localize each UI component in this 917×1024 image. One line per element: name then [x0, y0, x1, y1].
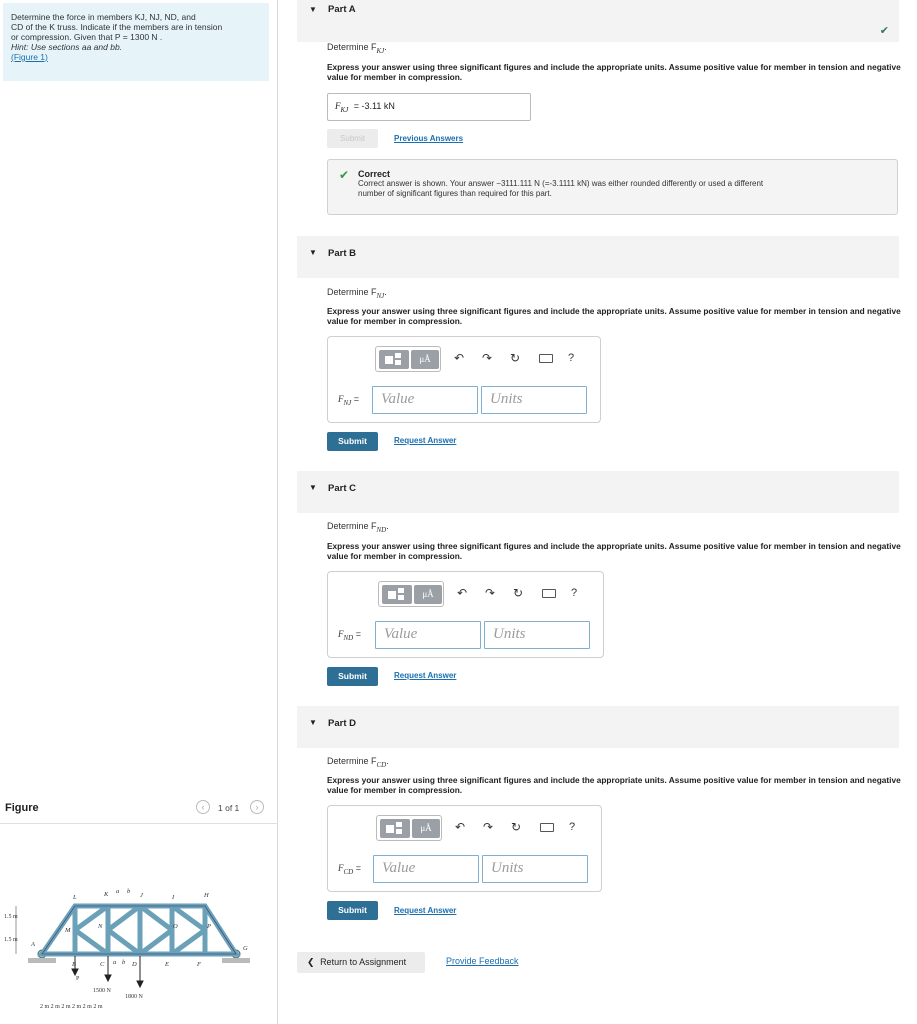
problem-hint: Hint: Use sections aa and bb.	[11, 42, 123, 52]
fnj-input-label: $F_{NJ}$ =	[338, 394, 360, 407]
correct-title: Correct	[358, 169, 391, 179]
svg-text:b: b	[127, 888, 131, 895]
problem-line3: or compression. Given that P = 1300 N .	[11, 32, 163, 42]
k-truss-figure	[0, 880, 270, 1012]
dim-bottom-label: 1.5 m	[4, 937, 18, 943]
svg-text:a: a	[113, 959, 117, 966]
span-labels: 2 m 2 m 2 m 2 m 2 m 2 m	[40, 1004, 103, 1010]
value-input[interactable]: Value	[375, 621, 481, 649]
svg-text:F: F	[197, 961, 201, 968]
right-panel	[279, 0, 917, 1024]
part-c-prompt: Determine $F_{ND}$.	[327, 521, 389, 534]
correct-text-1: Correct answer is shown. Your answer −3111.111 N (=-3.1111 kN) was either rounded differently or used a different	[358, 179, 764, 188]
keyboard-icon[interactable]	[540, 823, 554, 832]
editor-toolbar	[376, 815, 586, 841]
part-b-request-answer-link[interactable]: Request Answer	[394, 436, 457, 445]
figure-pager: 1 of 1	[218, 803, 240, 813]
undo-icon[interactable]: ↶	[454, 351, 465, 365]
previous-answers-link[interactable]: Previous Answers	[394, 134, 464, 143]
part-b-answer-editor	[327, 336, 601, 423]
part-c-instructions: Express your answer using three significant figures and include the appropriate units. Assume positive value for member in tension and negative value for member in compression.	[327, 541, 901, 561]
part-d-request-answer-link[interactable]: Request Answer	[394, 906, 457, 915]
svg-text:P: P	[207, 923, 211, 930]
units-symbol-button[interactable]: μÅ	[412, 819, 440, 838]
svg-text:C: C	[100, 961, 105, 968]
help-icon[interactable]: ?	[568, 352, 575, 364]
svg-text:B: B	[72, 961, 76, 968]
part-a-submit-button: Submit	[327, 129, 378, 148]
value-input[interactable]: Value	[373, 855, 479, 883]
svg-text:M: M	[65, 927, 71, 934]
collapse-triangle-icon[interactable]: ▼	[309, 248, 317, 257]
part-d-instructions: Express your answer using three significant figures and include the appropriate units. Assume positive value for member in tension and negative value for member in compression.	[327, 775, 901, 795]
svg-text:A: A	[31, 941, 35, 948]
part-b-submit-button[interactable]: Submit	[327, 432, 378, 451]
undo-icon[interactable]: ↶	[457, 586, 468, 600]
fnd-input-label: $F_{ND}$ =	[338, 629, 361, 642]
fcd-input-label: $F_{CD}$ =	[338, 863, 361, 876]
reset-icon[interactable]: ↻	[513, 586, 524, 600]
undo-icon[interactable]: ↶	[455, 820, 466, 834]
figure-title: Figure	[5, 802, 39, 814]
collapse-triangle-icon[interactable]: ▼	[309, 483, 317, 492]
redo-icon[interactable]: ↷	[485, 586, 496, 600]
svg-text:a: a	[116, 888, 120, 895]
part-d-answer-editor	[327, 805, 602, 892]
return-to-assignment-button[interactable]: ❮ Return to Assignment	[297, 952, 425, 973]
check-icon: ✔	[339, 168, 350, 182]
svg-text:I: I	[172, 894, 175, 901]
editor-toolbar	[378, 581, 588, 607]
templates-icon[interactable]	[380, 819, 410, 838]
part-a-instructions: Express your answer using three significant figures and include the appropriate units. Assume positive value for member in tension and negative value for member in compression.	[327, 62, 901, 82]
svg-text:L: L	[73, 894, 77, 901]
redo-icon[interactable]: ↷	[483, 820, 494, 834]
correct-feedback	[327, 159, 898, 215]
value-input[interactable]: Value	[372, 386, 478, 414]
units-input[interactable]: Units	[481, 386, 587, 414]
part-b-header[interactable]	[297, 236, 899, 278]
load-p-label: P	[76, 976, 80, 982]
part-b-prompt: Determine $F_{NJ}$.	[327, 287, 387, 300]
editor-toolbar	[375, 346, 585, 372]
provide-feedback-link[interactable]: Provide Feedback	[446, 956, 519, 966]
keyboard-icon[interactable]	[542, 589, 556, 598]
keyboard-icon[interactable]	[539, 354, 553, 363]
redo-icon[interactable]: ↷	[482, 351, 493, 365]
part-a-label: Part A	[328, 4, 356, 15]
help-icon[interactable]: ?	[571, 587, 578, 599]
part-d-header[interactable]	[297, 706, 899, 748]
part-c-submit-button[interactable]: Submit	[327, 667, 378, 686]
part-a-prompt: Determine $F_{KJ}$.	[327, 42, 387, 55]
part-b-label: Part B	[328, 248, 356, 259]
templates-icon[interactable]	[382, 585, 412, 604]
reset-icon[interactable]: ↻	[510, 351, 521, 365]
checkmark-icon: ✔	[879, 25, 889, 37]
chevron-left-icon[interactable]: ‹	[196, 800, 210, 814]
truss-members	[42, 906, 236, 954]
svg-text:H: H	[204, 892, 209, 899]
svg-text:K: K	[104, 891, 109, 898]
svg-text:b: b	[122, 959, 126, 966]
svg-text:G: G	[243, 945, 248, 952]
svg-text:J: J	[140, 892, 143, 899]
reset-icon[interactable]: ↻	[511, 820, 522, 834]
problem-line2: CD of the K truss. Indicate if the members are in tension	[11, 22, 223, 32]
templates-icon[interactable]	[379, 350, 409, 369]
part-a-header[interactable]	[297, 0, 899, 42]
units-symbol-button[interactable]: μÅ	[414, 585, 442, 604]
part-c-label: Part C	[328, 483, 356, 494]
svg-text:N: N	[98, 923, 103, 930]
part-d-submit-button[interactable]: Submit	[327, 901, 378, 920]
figure-header	[0, 796, 278, 824]
part-b-instructions: Express your answer using three significant figures and include the appropriate units. Assume positive value for member in tension and negative value for member in compression.	[327, 306, 901, 326]
chevron-left-icon: ❮	[307, 957, 315, 967]
left-panel	[0, 0, 278, 1024]
units-input[interactable]: Units	[484, 621, 590, 649]
dim-top-label: 1.5 m	[4, 914, 18, 920]
help-icon[interactable]: ?	[569, 821, 576, 833]
units-input[interactable]: Units	[482, 855, 588, 883]
part-c-header[interactable]	[297, 471, 899, 513]
load-1800-label: 1800 N	[125, 994, 143, 1000]
chevron-right-icon[interactable]: ›	[250, 800, 264, 814]
load-1500-label: 1500 N	[93, 988, 111, 994]
part-d-label: Part D	[328, 718, 356, 729]
svg-text:D: D	[132, 961, 137, 968]
problem-line1: Determine the force in members KJ, NJ, ND, and	[11, 12, 196, 22]
part-a-answer: $F_{KJ} = -3.11$ kN	[327, 93, 531, 121]
collapse-triangle-icon[interactable]: ▼	[309, 5, 317, 14]
correct-text-2: number of significant figures than required for this part.	[358, 189, 552, 198]
collapse-triangle-icon[interactable]: ▼	[309, 718, 317, 727]
problem-statement	[3, 3, 269, 81]
svg-text:O: O	[173, 923, 178, 930]
part-c-request-answer-link[interactable]: Request Answer	[394, 671, 457, 680]
figure-link[interactable]: (Figure 1)	[11, 52, 48, 62]
units-symbol-button[interactable]: μÅ	[411, 350, 439, 369]
part-d-prompt: Determine $F_{CD}$.	[327, 756, 389, 769]
svg-text:E: E	[165, 961, 169, 968]
part-c-answer-editor	[327, 571, 604, 658]
